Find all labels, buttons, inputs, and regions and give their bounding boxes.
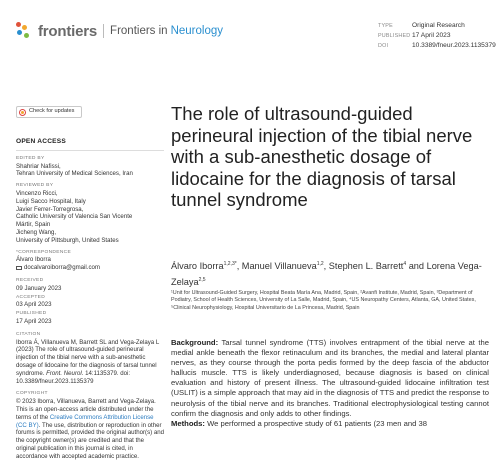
meta-doi-value[interactable]: 10.3389/fneur.2023.1135379 [412,42,496,49]
meta-type-label: TYPE [378,23,393,29]
logo-wordmark: frontiers [38,22,98,40]
author[interactable]: Lorena Vega-Zelaya$^{2,5}$ [171,261,482,288]
accepted-date: 03 April 2023 [16,301,52,309]
author[interactable]: Álvaro Iborra$^{1,2,3*}$ [171,261,237,272]
meta-published-label: PUBLISHED [378,33,411,39]
received-label: RECEIVED [16,277,44,283]
mail-icon [16,266,22,270]
correspondence [16,256,164,272]
correspondence-label: *CORRESPONDENCE [16,249,72,255]
meta-type-value: Original Research [412,22,465,29]
journal-field: Neurology [170,25,223,37]
meta-type [378,21,496,31]
author-list: Álvaro Iborra$^{1,2,3*}$, Manuel Villanueva$^{1,2}$, Stephen L. Barrett$^4$ and Lorena Vega-Zelaya$^{2,5}$ [171,261,482,288]
reviewer-line: University of Pittsburgh, United States [16,236,119,244]
article-sidebar [16,106,164,460]
received-date: 09 January 2023 [16,284,62,292]
background-heading: Background: [171,338,219,347]
edited-by [16,163,164,179]
reviewer-line: Luigi Sacco Hospital, Italy [16,197,86,205]
reviewer-line: Javier Ferrer-Torregrosa, [16,205,84,213]
meta-published-value: 17 April 2023 [412,32,451,39]
affiliations: ¹Unit for Ultrasound-Guided Surgery, Hospital Beata María Ana, Madrid, Spain, ²Avanfi Institute, Madrid, Spain, ³Department of Podiatry, School of Health Sciences, University of La Salle, Madrid, Spain, ⁴US Neuropathy Centers, Atlanta, GA, United States, ⁵Clinical Neurophysiology, Hospital Universitario de La Princesa, Madrid, Spain [171,290,476,311]
article-title: The role of ultrasound-guided perineural injection of the tibial nerve with a sub-anesthetic dosage of lidocaine for the diagnosis of tarsal tunnel syndrome [171,103,473,210]
reviewer-line: Jicheng Wang, [16,228,57,236]
frontiers-logo[interactable] [16,22,223,40]
logo-divider [103,24,104,38]
background-text: Tarsal tunnel syndrome (TTS) involves entrapment of the tibial nerve at the medial ankle beneath the flexor retinaculum and its branches, the medial and lateral plantar nerves, as they course through the porta pedis formed by the deep fascia of the abductor hallucis muscle. TTS is likely underdiagnosed, because diagnosis is based on clinical evaluation and history of present illness. The ultrasound-guided lidocaine infiltration test (USLIT) is a simple approach that may aid in the diagnosis of TTS and predict the response to neurolysis of the tibial nerve and its branches. Traditional electrophysiological testing cannot confirm the diagnosis and only adds to other findings. [171,338,489,418]
author[interactable]: Stephen L. Barrett$^4$ [328,261,407,272]
correspondence-email[interactable]: docalvaroiborra@gmail.com [24,264,100,272]
editor-name: Shahriar Nafissi, [16,162,61,170]
methods-text: We performed a prospective study of 61 patients (23 men and 38 [207,418,427,428]
meta-published [378,31,496,41]
accepted-label: ACCEPTED [16,294,46,300]
citation-doi: 14:1135379. doi: 10.3389/fneur.2023.1135379 [16,369,131,385]
methods-heading: Methods: [171,418,205,428]
check-for-updates-button[interactable] [16,106,82,118]
reviewed-by [16,190,164,245]
abstract-methods [171,419,489,429]
citation-text: Iborra Á, Villanueva M, Barrett SL and Vega-Zelaya L (2023) The role of ultrasound-guided perineural injection of the tibial nerve with a sub-anesthetic dosage of lidocaine for the diagnosis of tarsal tunnel syndrome. [16,338,160,377]
reviewed-by-label: REVIEWED BY [16,183,54,189]
abstract [171,338,489,429]
reviewer-line: Catholic University of Valencia San Vicente [16,213,133,221]
page-header [0,0,500,60]
meta-doi [378,41,496,51]
open-access-label: OPEN ACCESS [16,138,164,151]
published-label: PUBLISHED [16,311,47,317]
copyright-text: © 2023 Iborra, Villanueva, Barrett and Vega-Zelaya. This is an open-access article distributed under the terms of the [16,398,156,421]
check-updates-icon [19,109,26,116]
frontiers-logo-icon [16,22,34,40]
correspondence-name: Álvaro Iborra [16,256,51,264]
editor-affiliation: Tehran University of Medical Sciences, Iran [16,170,133,178]
abstract-background [171,338,489,419]
article-meta [378,21,496,51]
copyright-text-rest: . The use, distribution or reproduction in other forums is permitted, provided the original author(s) and the copyright owner(s) are credited and that the original publication in this journal is cited, in accordance with accepted academic practice. [16,421,165,460]
reviewer-line: Vincenzo Ricci, [16,189,58,197]
cc-license-link[interactable]: Creative Commons Attribution License (CC BY) [16,413,154,429]
copyright [16,398,164,460]
citation-label: CITATION [16,331,41,337]
published-date: 17 April 2023 [16,317,52,325]
author[interactable]: Manuel Villanueva$^{1,2}$ [241,261,324,272]
copyright-label: COPYRIGHT [16,391,48,397]
reviewer-line: Mártir, Spain [16,221,51,229]
citation-journal: Front. Neurol. [46,369,84,377]
journal-name: Frontiers in [110,25,168,37]
check-updates-label: Check for updates [29,108,75,115]
citation [16,339,164,386]
meta-doi-label: DOI [378,43,389,49]
edited-by-label: EDITED BY [16,155,45,161]
